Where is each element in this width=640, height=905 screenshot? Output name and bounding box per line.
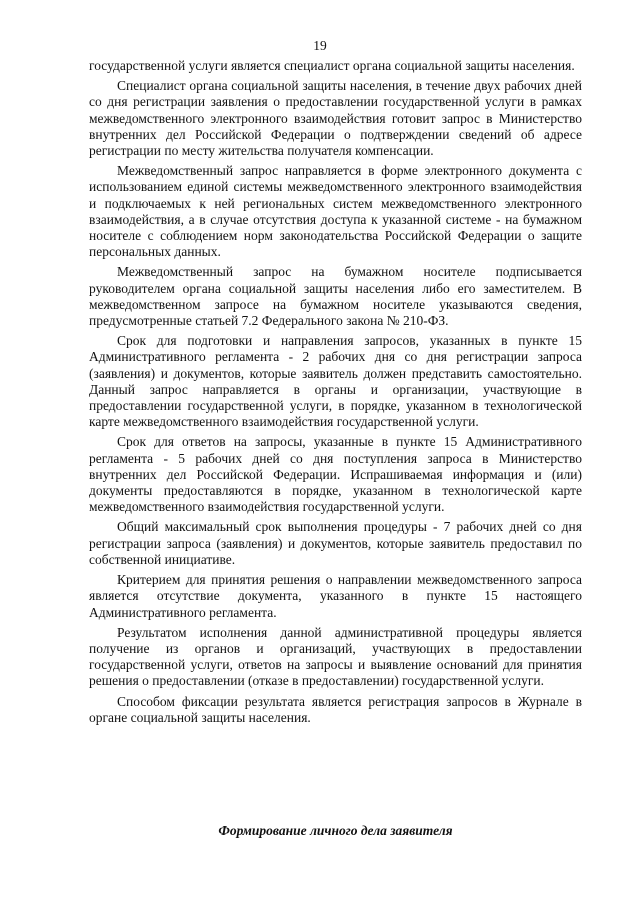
paragraph: Межведомственный запрос направляется в форме электронного документа с использованием единой системы межведомственного электронного взаимодействия и подключаемых к ней региональных систем межведомственного электронного взаимодействия, а в случае отсутствия доступа к указанной системе - на бумажном носителе с соблюдением норм законодательства Российской Федерации о защите персональных данных. (89, 163, 582, 260)
paragraph: Срок для подготовки и направления запросов, указанных в пункте 15 Административного регламента - 2 рабочих дня со дня регистрации запроса (заявления) и документов, которые заявитель должен представить самостоятельно. Данный запрос направляется в органы и организации, участвующие в предоставлении государственной услуги, в порядке, указанном в технологической карте межведомственного взаимодействия государственной услуги. (89, 333, 582, 430)
paragraph: Специалист органа социальной защиты населения, в течение двух рабочих дней со дня регистрации заявления о предоставлении государственной услуги в рамках межведомственного электронного взаимодействия готовит запрос в Министерство внутренних дел Российской Федерации о подтверждении сведений об адресе регистрации по месту жительства получателя компенсации. (89, 78, 582, 159)
paragraph: Общий максимальный срок выполнения процедуры - 7 рабочих дней со дня регистрации запроса (заявления) и документов, которые заявитель предоставил по собственной инициативе. (89, 519, 582, 567)
paragraph: государственной услуги является специалист органа социальной защиты населения. (89, 58, 575, 73)
paragraph: Способом фиксации результата является регистрация запросов в Журнале в органе социальной защиты населения. (89, 693, 582, 725)
body-text (89, 58, 582, 730)
paragraph: Срок для ответов на запросы, указанные в пункте 15 Административного регламента - 5 рабочих дней со дня поступления запроса в Министерство внутренних дел Российской Федерации. Испрашиваемая информация и (или) документы предоставляются в порядке, указанном в технологической карте межведомственного взаимодействия государственной услуги. (89, 434, 582, 515)
page-number: 19 (313, 38, 327, 53)
paragraph: Критерием для принятия решения о направлении межведомственного запроса является отсутствие документа, указанного в пункте 15 настоящего Административного регламента. (89, 572, 582, 620)
paragraph: Межведомственный запрос на бумажном носителе подписывается руководителем органа социальной защиты населения либо его заместителем. В межведомственном запросе на бумажном носителе указываются сведения, предусмотренные статьей 7.2 Федерального закона № 210-ФЗ. (89, 264, 582, 329)
section-heading: Формирование личного дела заявителя (218, 823, 453, 838)
paragraph: Результатом исполнения данной административной процедуры является получение из органов и организаций, участвующих в предоставлении государственной услуги, ответов на запросы и выявление оснований для принятия решения о предоставлении (отказе в предоставлении) государственной услуги. (89, 624, 582, 689)
